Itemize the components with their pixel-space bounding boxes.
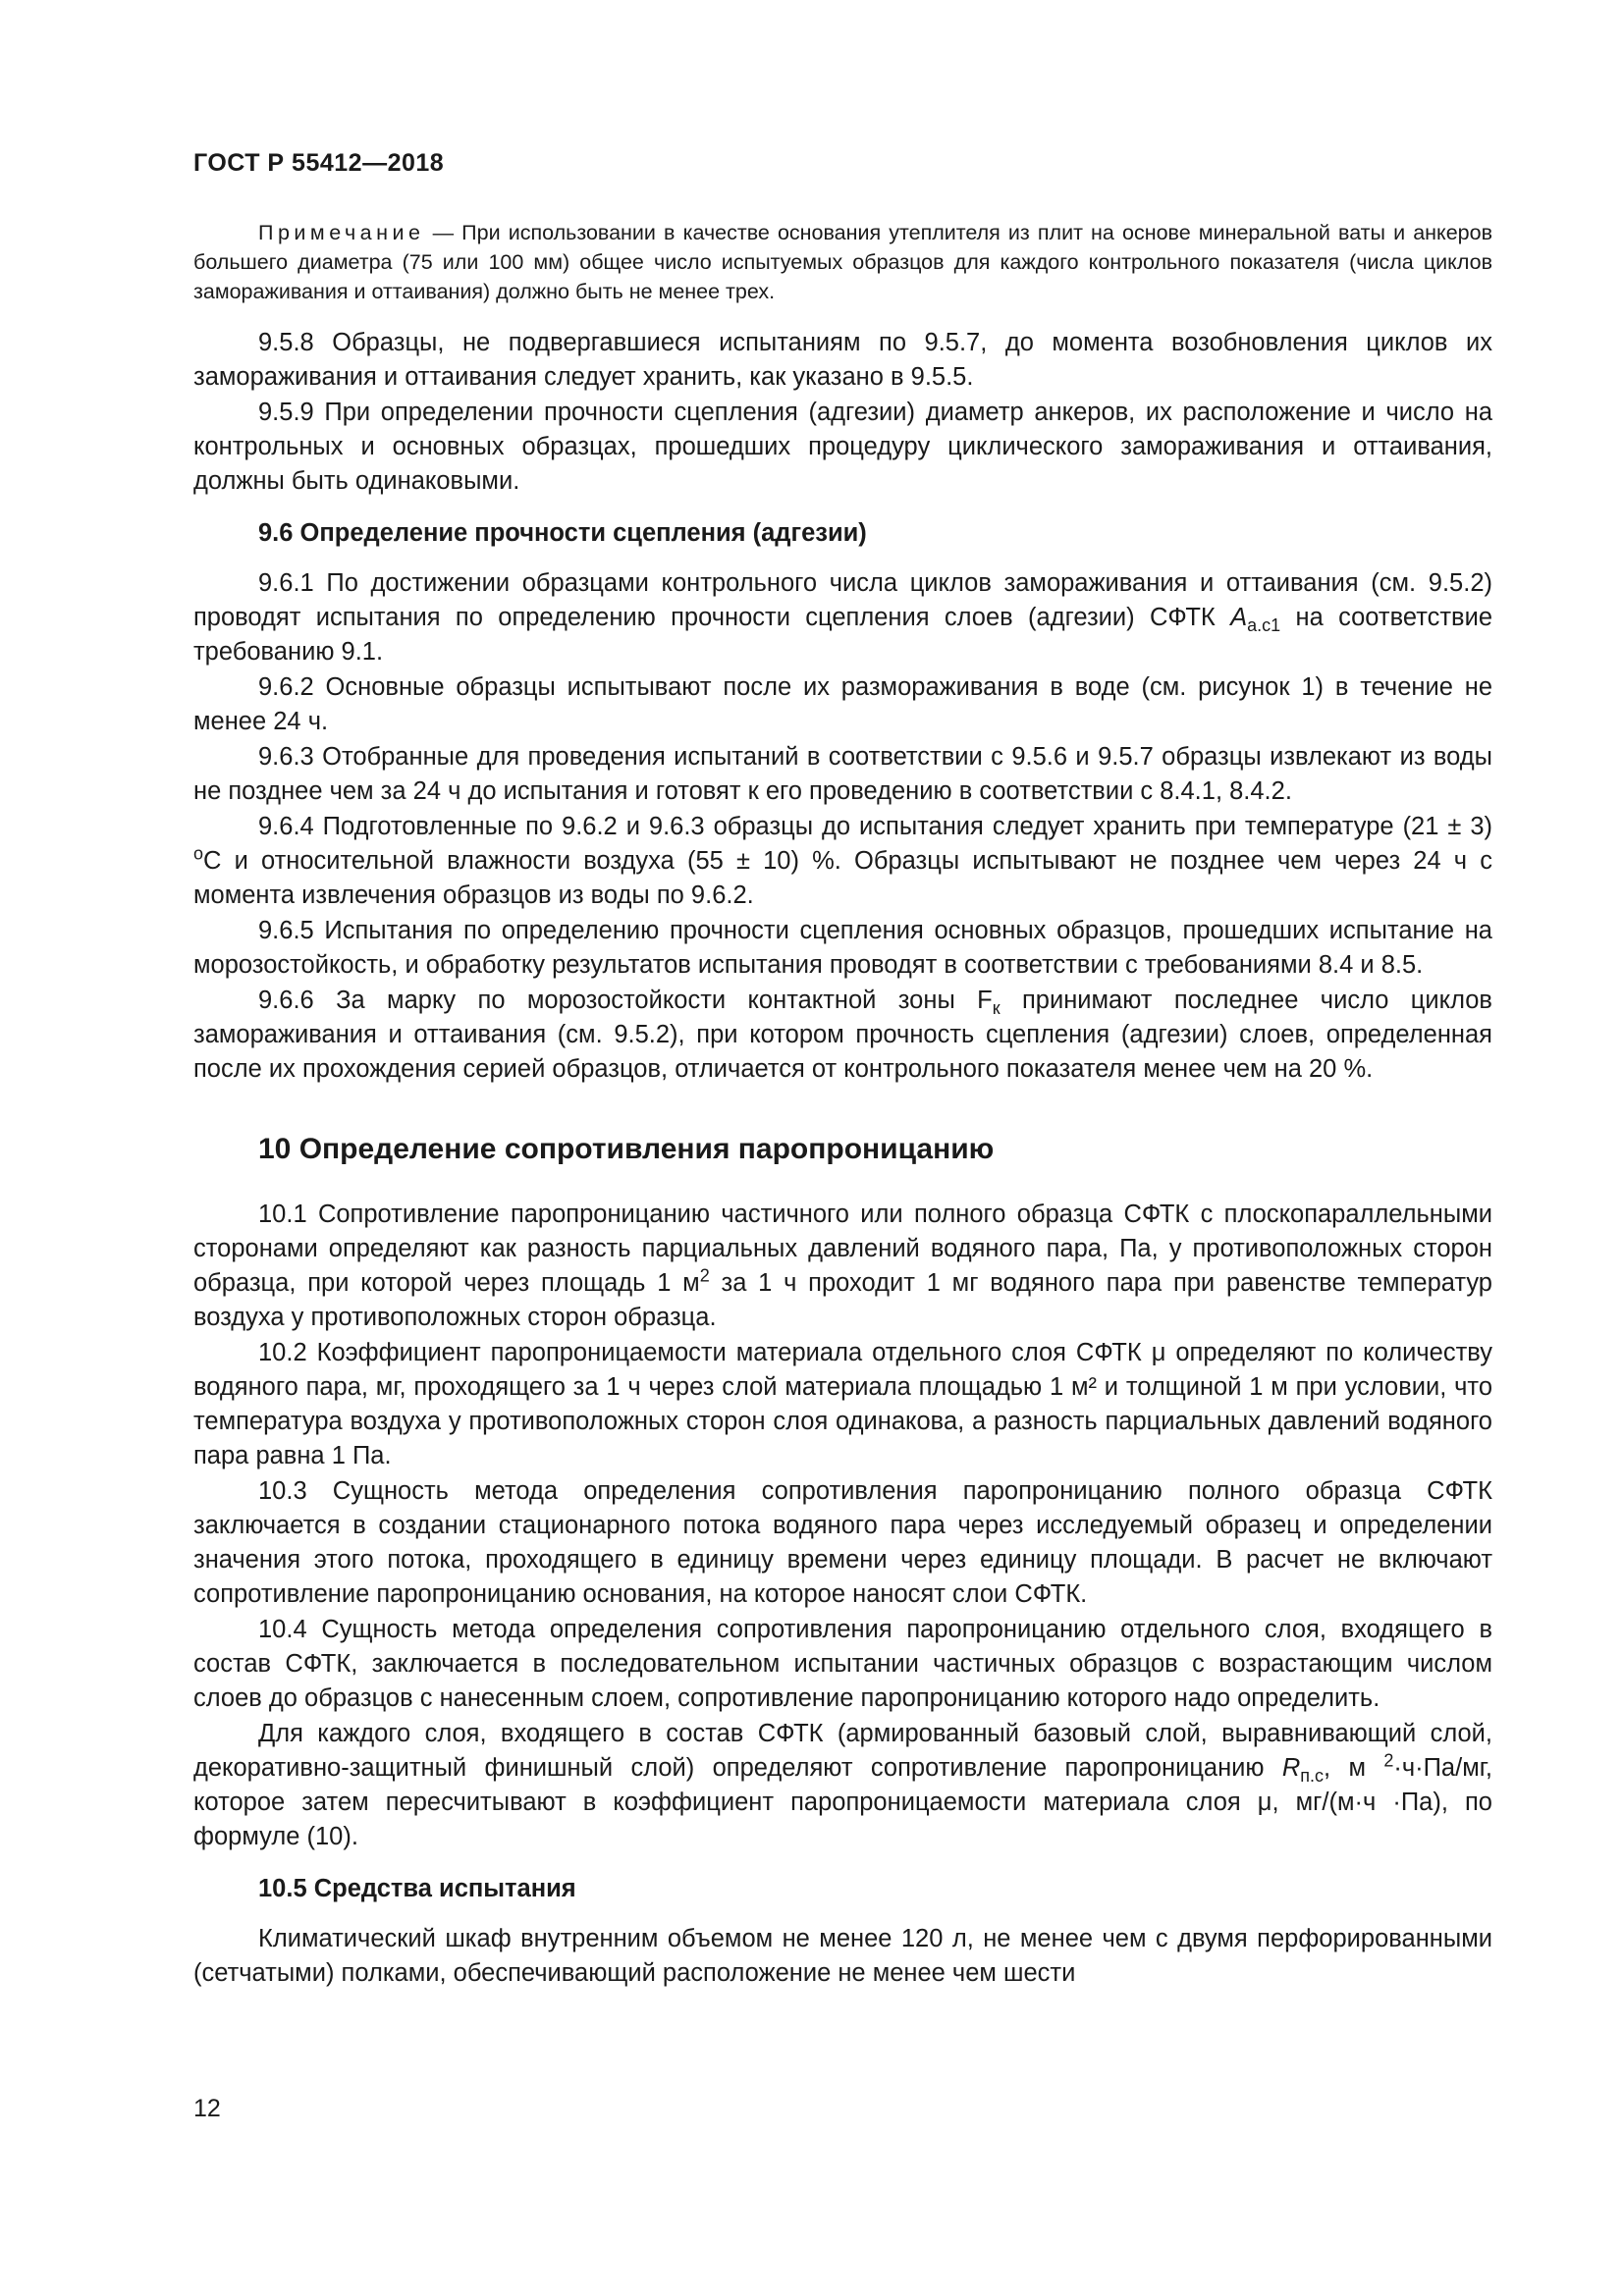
- paragraph-9-6-2: 9.6.2 Основные образцы испытывают после их размораживания в воде (см. рисунок 1) в течение не менее 24 ч.: [193, 673, 1492, 735]
- symbol-f-subscript: к: [992, 998, 1001, 1019]
- paragraph-9-6-4-end: С и относительной влажности воздуха (55 ± 10) %. Образцы испытывают не позднее чем через 24 ч с момента извлечения образцов из воды по 9.6.2.: [193, 847, 1492, 909]
- paragraph-9-6-1: [193, 566, 1492, 669]
- unit-sup: 2: [1383, 1750, 1394, 1771]
- symbol-r: R: [1281, 1754, 1301, 1782]
- paragraph-9-6-6-end: принимают последнее число циклов замораживания и оттаивания (см. 9.5.2), при котором прочность сцепления (адгезии) слоев, определенная после их прохождения серией образцов, отличается от контрольного показателя менее чем на 20 %.: [193, 987, 1492, 1083]
- note-text: — При использовании в качестве основания утеплителя из плит на основе минеральной ваты и анкеров большего диаметра (75 или 100 мм) общее число испытуемых образцов для каждого контрольного показателя (числа циклов замораживания и оттаивания) должно быть не менее трех.: [193, 221, 1492, 303]
- paragraph-10-4b-end: ·ч·Па/мг, которое затем пересчитывают в коэффициент паропроницаемости материала слоя μ, мг/(м·ч ·Па), по формуле (10).: [193, 1754, 1492, 1850]
- heading-10: 10 Определение сопротивления паропроницанию: [258, 1133, 995, 1165]
- symbol-a-subscript: а.с1: [1247, 615, 1281, 636]
- paragraph-10-1-text: 10.1 Сопротивление паропроницанию частичного или полного образца СФТК с плоскопараллельными сторонами определяют как разность парциальных давлений водяного пара, Па, у противоположных сторон образца, при которой через площадь 1 м: [193, 1201, 1492, 1297]
- document-body: [193, 218, 1492, 1992]
- paragraph-9-6-4-text: 9.6.4 Подготовленные по 9.6.2 и 9.6.3 образцы до испытания следует хранить при температуре (21 ± 3): [258, 813, 1492, 840]
- paragraph-10-1-end: за 1 ч проходит 1 мг водяного пара при равенстве температур воздуха у противоположных сторон образца.: [193, 1269, 1492, 1331]
- paragraph-9-6-1-end: на соответствие требованию 9.1.: [193, 604, 1493, 666]
- m2-sup: 2: [699, 1265, 710, 1286]
- paragraph-10-1: [193, 1198, 1492, 1335]
- paragraph-10-2: 10.2 Коэффициент паропроницаемости материала отдельного слоя СФТК μ определяют по количеству водяного пара, мг, проходящего за 1 ч через слой материала площадью 1 м² и толщиной 1 м при условии, что температура воздуха у противоположных сторон слоя одинакова, а разность парциальных давлений водяного пара равна 1 Па.: [193, 1339, 1492, 1469]
- note-paragraph: [193, 218, 1492, 306]
- symbol-r-subscript: п.с: [1300, 1766, 1325, 1787]
- paragraph-9-6-3: 9.6.3 Отобранные для проведения испытаний в соответствии с 9.5.6 и 9.5.7 образцы извлекают из воды не позднее чем за 24 ч до испытания и готовят к его проведению в соответствии с 8.4.1, 8.4.2.: [193, 743, 1492, 805]
- degree-sup: о: [193, 843, 204, 864]
- paragraph-10-4b-text: Для каждого слоя, входящего в состав СФТК (армированный базовый слой, выравнивающий слой, декоративно-защитный финишный слой) определяют сопротивление паропроницанию: [193, 1720, 1492, 1782]
- paragraph-9-5-9: 9.5.9 При определении прочности сцепления (адгезии) диаметр анкеров, их расположение и число на контрольных и основных образцах, прошедших процедуру циклического замораживания и оттаивания, должны быть одинаковыми.: [193, 399, 1492, 495]
- page-number: 12: [193, 2095, 221, 2122]
- note-label: Примечание: [258, 221, 425, 244]
- paragraph-9-6-1-text: 9.6.1 По достижении образцами контрольного числа циклов замораживания и оттаивания (см. 9.5.2) проводят испытания по определению прочности сцепления слоев (адгезии) СФТК: [193, 569, 1492, 631]
- paragraph-9-6-6-text: 9.6.6 За марку по морозостойкости контактной зоны F: [258, 987, 993, 1014]
- paragraph-10-3: 10.3 Сущность метода определения сопротивления паропроницанию полного образца СФТК заключается в создании стационарного потока водяного пара через исследуемый образец и определении значения этого потока, проходящего в единицу времени через единицу площади. В расчет не включают сопротивление паропроницанию основания, на которое наносят слои СФТК.: [193, 1477, 1492, 1608]
- paragraph-10-5: Климатический шкаф внутренним объемом не менее 120 л, не менее чем с двумя перфорированными (сетчатыми) полками, обеспечивающий расположение не менее чем шести: [193, 1925, 1492, 1987]
- paragraph-9-6-6: [193, 984, 1492, 1087]
- paragraph-9-6-5: 9.6.5 Испытания по определению прочности сцепления основных образцов, прошедших испытание на морозостойкость, и обработку результатов испытания проводят в соответствии с требованиями 8.4 и 8.5.: [193, 917, 1492, 979]
- paragraph-10-4-continued: [193, 1717, 1492, 1854]
- document-code: ГОСТ Р 55412—2018: [193, 149, 445, 177]
- paragraph-10-4: 10.4 Сущность метода определения сопротивления паропроницанию отдельного слоя, входящего в состав СФТК, заключается в последовательном испытании частичных образцов с возрастающим числом слоев до образцов с нанесенным слоем, сопротивление паропроницанию которого надо определить.: [193, 1616, 1492, 1712]
- symbol-a: A: [1230, 604, 1248, 631]
- unit-text: , м: [1324, 1754, 1384, 1782]
- paragraph-9-6-4: [193, 810, 1492, 913]
- paragraph-9-5-8: 9.5.8 Образцы, не подвергавшиеся испытаниям по 9.5.7, до момента возобновления циклов их замораживания и оттаивания следует хранить, как указано в 9.5.5.: [193, 329, 1492, 391]
- heading-10-5: 10.5 Средства испытания: [258, 1875, 576, 1902]
- heading-9-6: 9.6 Определение прочности сцепления (адгезии): [258, 519, 867, 547]
